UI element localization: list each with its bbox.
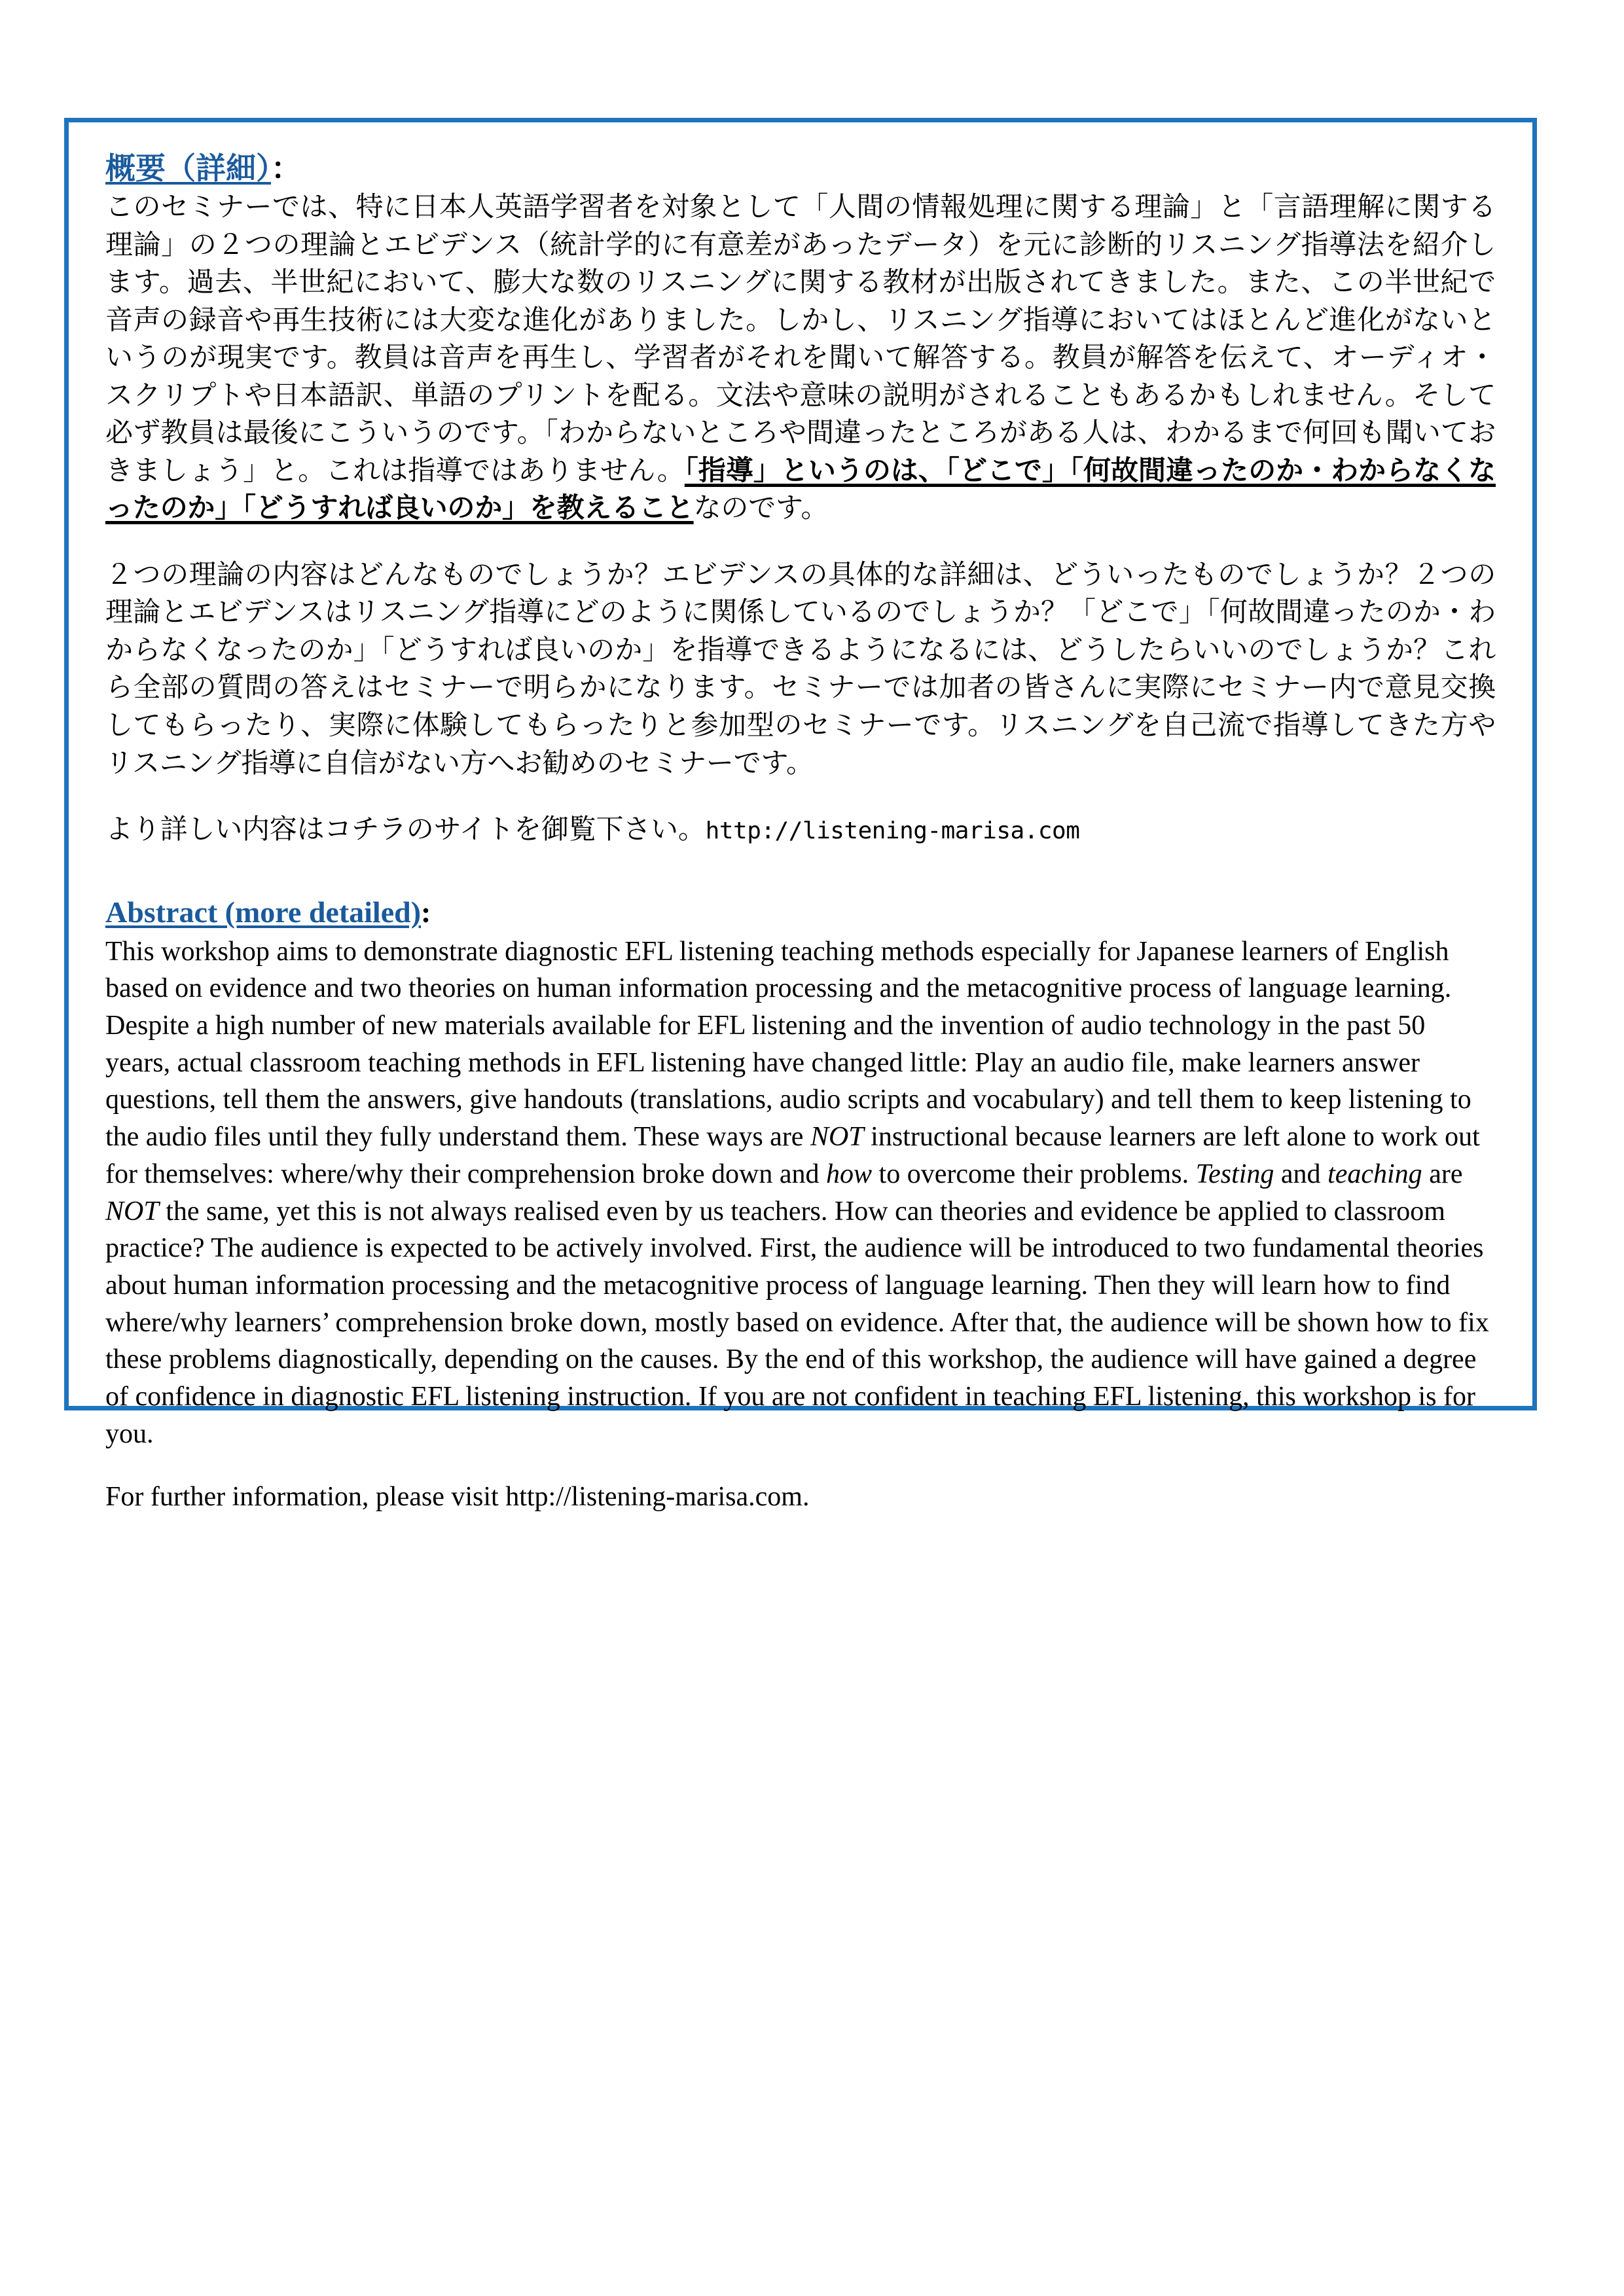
japanese-paragraph-1 <box>105 188 1496 527</box>
japanese-p1-part-c: なのです。 <box>693 492 829 524</box>
english-p1-segment-1: This workshop aims to demonstrate diagnostic EFL listening teaching methods especially for Japanese learners of English based on evidence and two theories on human information processing and the metacognitive process of language learning. Despite a high number of new materials available for EFL listening and the invention of audio technology in the past 50 years, actual classroom teaching methods in EFL listening have changed little: Play an audio file, make learners answer questions, tell them the answers, give handouts (translations, audio scripts and vocabulary) and tell them to keep listening to the audio files until they fully understand them. These ways are <box>105 936 1471 1153</box>
english-heading-colon: : <box>421 895 431 929</box>
japanese-paragraph-2-text: ２つの理論の内容はどんなものでしょうか？エビデンスの具体的な詳細は、どういったものでしょうか？２つの理論とエビデンスはリスニング指導にどのように関係しているのでしょうか？「どこで」「何故間違ったのか・わからなくなったのか」「どうすれば良いのか」を指導できるようになるには、どうしたらいいのでしょうか？これら全部の質問の答えはセミナーで明らかになります。セミナーでは加者の皆さんに実際にセミナー内で意見交換してもらったり、実際に体験してもらったりと参加型のセミナーです。リスニングを自己流で指導してきた方やリスニング指導に自信がない方へお勧めのセミナーです。 <box>105 558 1496 779</box>
english-p1-italic-how: how <box>826 1158 873 1189</box>
english-paragraph-2 <box>105 1479 1496 1516</box>
english-section-heading <box>105 894 1496 931</box>
english-p1-italic-testing: Testing <box>1195 1158 1274 1189</box>
japanese-heading-text: 概要（詳細） <box>105 151 271 186</box>
english-p1-segment-2: instructional because learners are left alone to work out for themselves: where/why their comprehension broke down and <box>105 1122 1480 1189</box>
spacer-after-english-p1 <box>105 1452 1496 1479</box>
english-paragraph-1 <box>105 933 1496 1453</box>
japanese-p1-emphasis: 「指導」というのは、「どこで」「何故間違ったのか・わからなくなったのか」「どうすれば良いのか」を教えること <box>105 454 1496 524</box>
spacer-after-japanese-p1 <box>105 527 1496 556</box>
english-p1-segment-5: are <box>1422 1158 1463 1189</box>
english-p1-segment-3: to overcome their problems. <box>872 1158 1196 1189</box>
japanese-website-url[interactable]: http://listening-marisa.com <box>705 817 1080 845</box>
english-p1-segment-6: the same, yet this is not always realised even by us teachers. How can theories and evidence be applied to classroom practice? The audience is expected to be actively involved. First, the audience will be introduced to two fundamental theories about human information processing and the metacognitive process of language learning. Then they will learn how to find where/why learners’ comprehension broke down, mostly based on evidence. After that, the audience will be shown how to fix these problems diagnostically, depending on the causes. By the end of this workshop, the audience will have gained a degree of confidence in diagnostic EFL listening instruction. If you are not confident in teaching EFL listening, this workshop is for you. <box>105 1196 1489 1449</box>
english-p1-segment-4: and <box>1274 1158 1328 1189</box>
spacer-after-japanese-p2 <box>105 781 1496 810</box>
english-p1-italic-not-2: NOT <box>105 1196 159 1227</box>
japanese-website-line <box>105 810 1496 848</box>
japanese-section-heading <box>105 150 1496 187</box>
english-p1-italic-teaching: teaching <box>1327 1158 1422 1189</box>
japanese-p1-part-a: このセミナーでは、特に日本人英語学習者を対象として「人間の情報処理に関する理論」と「言語理解に関する理論」の２つの理論とエビデンス（統計学的に有意差があったデータ）を元に診断的リスニング指導法を紹介します。過去、半世紀において、膨大な数のリスニングに関する教材が出版されてきました。また、この半世紀で音声の録音や再生技術には大変な進化がありました。しかし、リスニング指導においてはほとんど進化がないというのが現実です。教員は音声を再生し、学習者がそれを聞いて解答する。教員が解答を伝えて、オーディオ・スクリプトや日本語訳、単語のプリントを配る。文法や意味の説明がされることもあるかもしれません。そして必ず教員は最後にこういうのです。「わからないところや間違ったところがある人は、わかるまで何回も聞いておきましょう」と。これは指導ではありません。 <box>105 190 1496 486</box>
japanese-website-lead: より詳しい内容はコチラのサイトを御覧下さい。 <box>105 813 706 846</box>
english-p1-italic-not-1: NOT <box>810 1122 864 1153</box>
english-further-information-line: For further information, please visit http://listening-marisa.com. <box>105 1482 810 1513</box>
japanese-paragraph-1-text <box>105 188 1496 527</box>
spacer-between-sections <box>105 848 1496 894</box>
english-heading-text: Abstract (more detailed) <box>105 895 422 929</box>
english-paragraph-1-text <box>105 933 1496 1453</box>
japanese-website-line-text <box>105 810 1496 848</box>
japanese-paragraph-2 <box>105 556 1496 781</box>
japanese-heading-colon: ： <box>271 151 301 186</box>
abstract-bordered-box <box>64 118 1537 1513</box>
